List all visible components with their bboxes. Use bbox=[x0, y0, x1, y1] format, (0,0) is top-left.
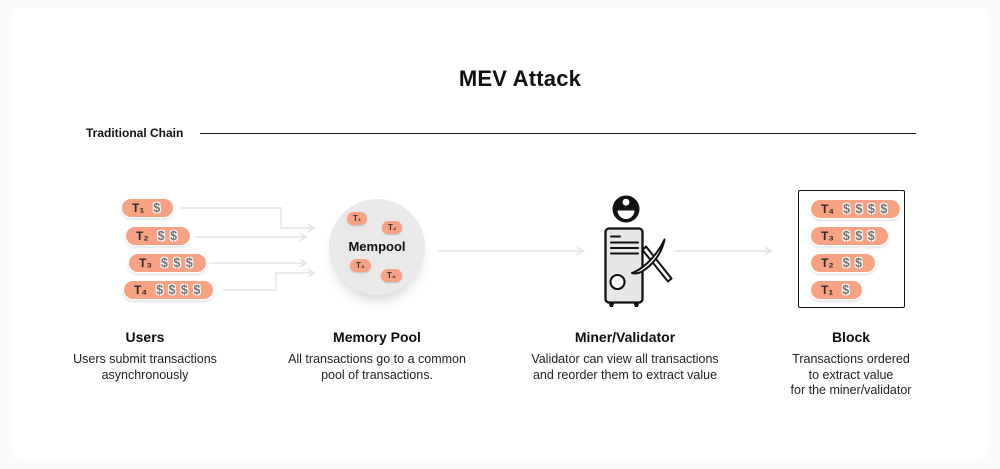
mempool-circle-label: Mempool bbox=[348, 239, 406, 254]
caption-line: pool of transactions. bbox=[321, 367, 433, 382]
miner-heading: Miner/Validator bbox=[574, 329, 676, 345]
section-label: Traditional Chain bbox=[86, 126, 184, 140]
block-transaction-pill-t4 bbox=[811, 200, 900, 218]
transaction-value: $ $ bbox=[157, 229, 179, 243]
user-transaction-pill-t4 bbox=[124, 281, 213, 299]
transaction-label: T₁ bbox=[821, 283, 834, 297]
miner-caption bbox=[505, 329, 745, 383]
mempool-heading: Memory Pool bbox=[333, 329, 421, 345]
section-divider-line bbox=[200, 133, 916, 134]
block-heading: Block bbox=[831, 329, 871, 345]
block-box bbox=[798, 190, 905, 308]
transaction-value: $ bbox=[842, 283, 851, 297]
users-heading: Users bbox=[125, 329, 165, 345]
user-transaction-pill-t2 bbox=[126, 227, 190, 245]
mempool-pill-t3: T₃ bbox=[350, 259, 371, 272]
transaction-value: $ $ $ bbox=[160, 256, 194, 270]
caption-line: Users submit transactions bbox=[73, 352, 217, 366]
caption-line: for the miner/validator bbox=[790, 383, 912, 397]
smiley-face-icon bbox=[613, 196, 640, 223]
caption-line: All transactions go to a common bbox=[288, 352, 466, 366]
caption-line: Validator can view all transactions bbox=[531, 352, 719, 366]
transaction-label: T₄ bbox=[821, 202, 835, 216]
block-transaction-pill-t2 bbox=[811, 254, 875, 272]
mempool-circle bbox=[329, 199, 425, 295]
transaction-label: T₁ bbox=[132, 201, 145, 215]
caption-line: to extract value bbox=[808, 367, 894, 382]
mempool-pill-t2: T₂ bbox=[382, 221, 402, 234]
mempool-caption bbox=[262, 329, 492, 383]
transaction-label: T₂ bbox=[821, 256, 834, 270]
transaction-label: T₃ bbox=[139, 256, 152, 270]
transaction-value: $ $ $ $ bbox=[156, 283, 202, 297]
transaction-value: $ bbox=[153, 201, 162, 215]
block-transaction-pill-t3 bbox=[811, 227, 888, 245]
transaction-label: T₂ bbox=[136, 229, 149, 243]
transaction-value: $ $ $ $ bbox=[843, 202, 889, 216]
transaction-label: T₄ bbox=[134, 283, 148, 297]
transaction-value: $ $ bbox=[842, 256, 864, 270]
mempool-pill-t1: T₁ bbox=[347, 212, 367, 225]
mining-rig-with-pickaxe-and-smiley-icon bbox=[591, 193, 677, 309]
computer-tower-icon bbox=[606, 229, 643, 308]
mempool-pill-t4: T₄ bbox=[381, 269, 402, 282]
caption-line: Transactions ordered bbox=[792, 352, 910, 366]
block-caption bbox=[746, 329, 956, 399]
user-transaction-pill-t3 bbox=[129, 254, 206, 272]
transaction-value: $ $ $ bbox=[842, 229, 876, 243]
transaction-label: T₃ bbox=[821, 229, 834, 243]
users-caption bbox=[40, 329, 250, 383]
user-transaction-pill-t1 bbox=[122, 199, 173, 217]
page-title: MEV Attack bbox=[458, 66, 582, 91]
caption-line: asynchronously bbox=[101, 367, 189, 382]
block-transaction-pill-t1 bbox=[811, 281, 862, 299]
caption-line: and reorder them to extract value bbox=[532, 367, 718, 382]
